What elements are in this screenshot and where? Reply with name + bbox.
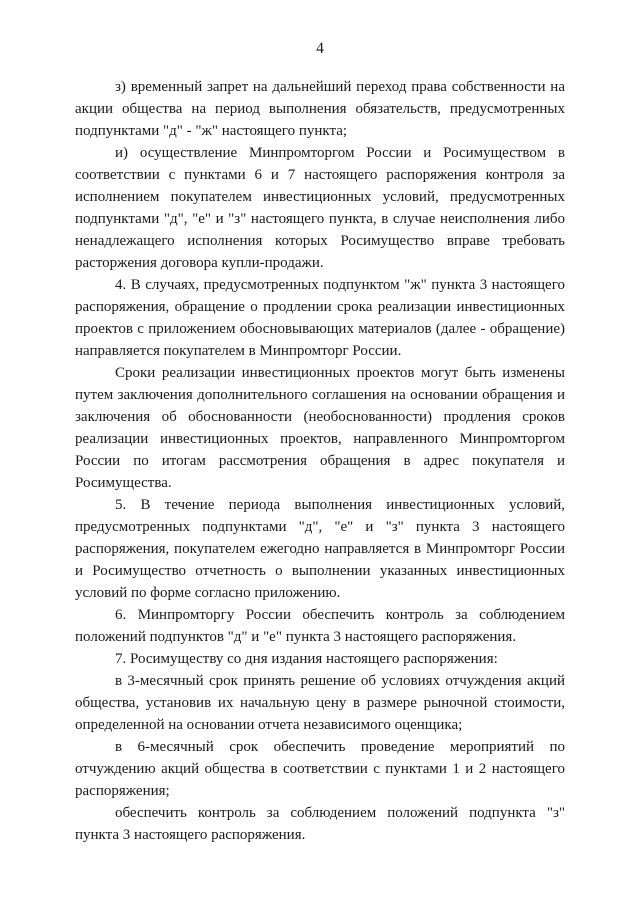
- paragraph-item-4: 4. В случаях, предусмотренных подпунктом "ж" пункта 3 настоящего распоряжения, обращение о продлении срока реализации инвестиционных проектов с приложением обосновывающих материалов (далее - обращение) направляется покупателем в Минпромторг России.: [75, 277, 565, 359]
- page-number: 4: [316, 40, 324, 57]
- paragraph-item-6: 6. Минпромторгу России обеспечить контроль за соблюдением положений подпунктов "д" и "е" пункта 3 настоящего распоряжения.: [75, 607, 565, 645]
- paragraph-subitem-i: и) осуществление Минпромторгом России и Росимуществом в соответствии с пунктами 6 и 7 настоящего распоряжения контроля за исполнением покупателем инвестиционных условий, предусмотренных подпунктами "д", "е" и "з" настоящего пункта, в случае неисполнения либо ненадлежащего исполнения которых Росимущество вправе требовать расторжения договора купли-продажи.: [75, 145, 565, 271]
- paragraph-item-7-6-month: в 6-месячный срок обеспечить проведение мероприятий по отчуждению акций общества в соответствии с пунктами 1 и 2 настоящего распоряжения;: [75, 739, 565, 799]
- paragraph-item-7: 7. Росимуществу со дня издания настоящего распоряжения:: [115, 651, 498, 667]
- document-body: [75, 76, 565, 846]
- paragraph-item-7-3-month: в 3-месячный срок принять решение об условиях отчуждения акций общества, установив их начальную цену в размере рыночной стоимости, определенной на основании отчета независимого оценщика;: [75, 673, 565, 733]
- paragraph-subitem-z: з) временный запрет на дальнейший переход права собственности на акции общества на период выполнения обязательств, предусмотренных подпунктами "д" - "ж" настоящего пункта;: [75, 79, 565, 139]
- paragraph-item-4-terms: Сроки реализации инвестиционных проектов могут быть изменены путем заключения дополнительного соглашения на основании обращения и заключения об обоснованности (необоснованности) продления сроков реализации инвестиционных проектов, направленного Минпромторгом России по итогам рассмотрения обращения в адрес покупателя и Росимущества.: [75, 365, 565, 491]
- paragraph-item-7-control: обеспечить контроль за соблюдением положений подпункта "з" пункта 3 настоящего распоряжения.: [75, 805, 565, 843]
- paragraph-item-5: 5. В течение периода выполнения инвестиционных условий, предусмотренных подпунктами "д", "е" и "з" пункта 3 настоящего распоряжения, покупателем ежегодно направляется в Минпромторг России и Росимущество отчетность о выполнении указанных инвестиционных условий по форме согласно приложению.: [75, 497, 565, 601]
